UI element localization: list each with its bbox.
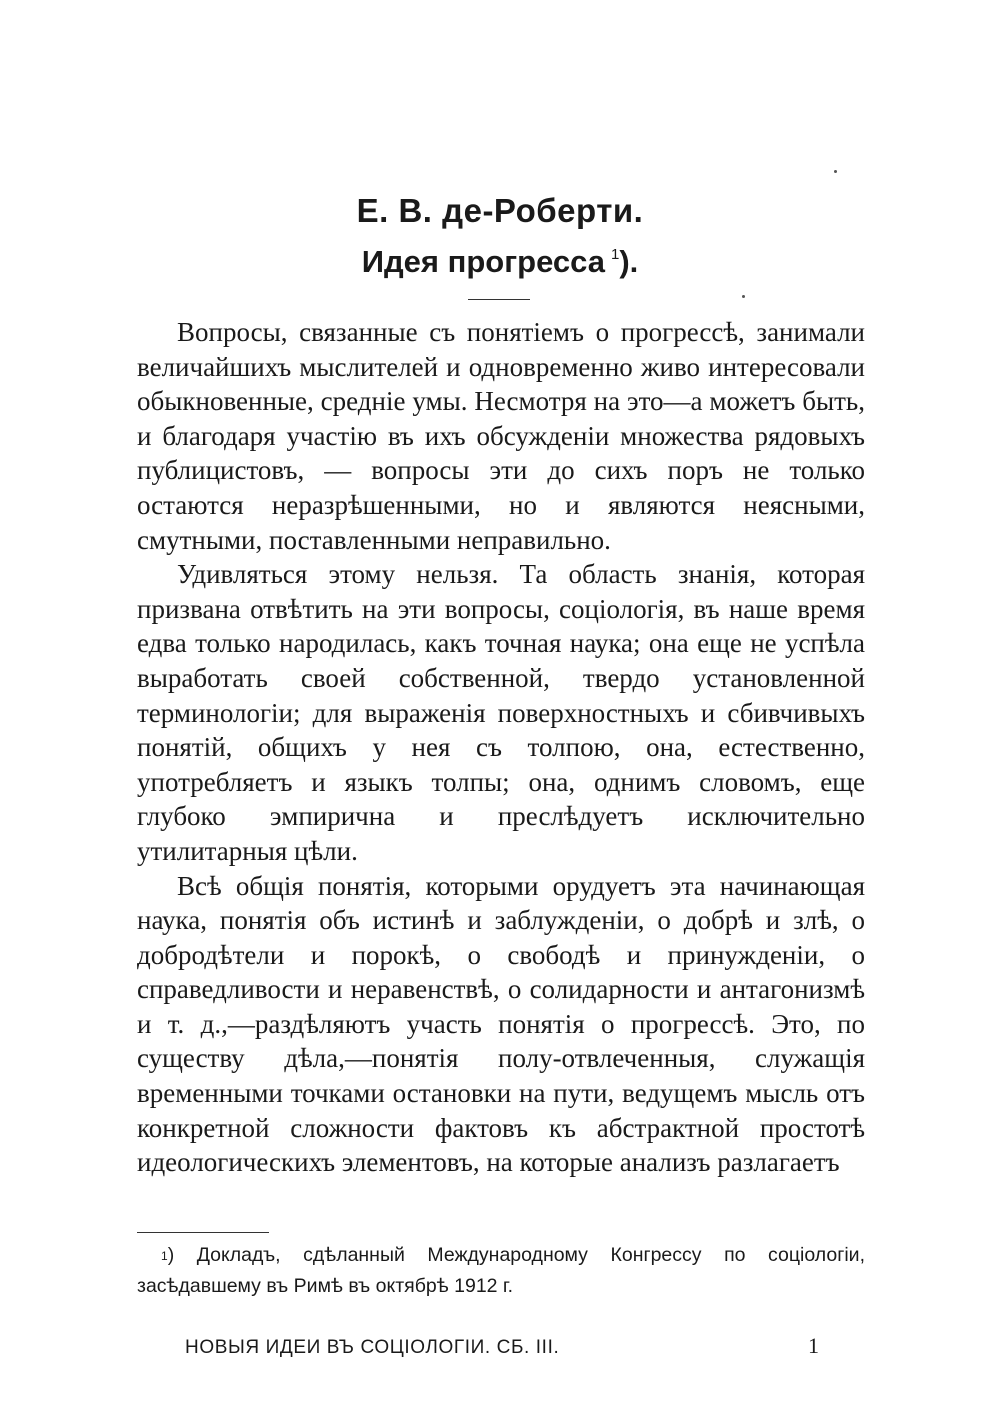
- print-speck: [834, 170, 837, 173]
- body-text: [137, 315, 865, 1180]
- running-footer: НОВЫЯ ИДЕИ ВЪ СОЦІОЛОГІИ. СБ. III.: [185, 1337, 560, 1358]
- author-heading: Е. В. де-Роберти.: [356, 192, 644, 229]
- paragraph-2: Удивляться этому нельзя. Та область знанія, которая призвана отвѣтить на эти вопросы, соціологія, въ наше время едва только народилась, какъ точная наука; она еще не успѣла выработать своей собственной, твердо установленной терминологіи; для выраженія поверхностныхъ и сбивчивыхъ понятій, общихъ у нея съ толпою, она, естественно, употребляетъ и языкъ толпы; она, однимъ словомъ, еще глубоко эмпирична и преслѣдуетъ исключительно утилитарныя цѣли.: [137, 559, 865, 866]
- footnote-divider: [137, 1232, 269, 1233]
- title-text: Идея прогресса: [361, 244, 605, 279]
- title-close: ).: [619, 244, 639, 279]
- footnote-text: ) Докладъ, сдѣланный Международному Конгрессу по соціологіи, засѣдавшему въ Римѣ въ октябрѣ 1912 г.: [137, 1244, 865, 1297]
- footnote: [137, 1240, 865, 1302]
- footnote-mark: 1: [161, 1249, 168, 1263]
- title-divider: [468, 299, 530, 300]
- paragraph-1: Вопросы, связанные съ понятіемъ о прогрессѣ, занимали величайшихъ мыслителей и одновременно живо интересовали обыкновенные, средніе умы. Несмотря на это—а можетъ быть, и благодаря участію въ ихъ обсужденіи множества рядовыхъ публицистовъ, — вопросы эти до сихъ поръ не только остаются неразрѣшенными, но и являются неясными, смутными, поставленными неправильно.: [137, 317, 865, 555]
- article-title: [0, 244, 1000, 280]
- paragraph-3: Всѣ общія понятія, которыми орудуетъ эта начинающая наука, понятія объ истинѣ и заблужденіи, о добрѣ и злѣ, о добродѣтели и порокѣ, о свободѣ и принужденіи, о справедливости и неравенствѣ, о солидарности и антагонизмѣ и т. д.,—раздѣляютъ участь понятія о прогрессѣ. Это, по существу дѣла,—понятія полу-отвлеченныя, служащія временными точками остановки на пути, ведущемъ мысль отъ конкретной сложности фактовъ къ абстрактной простотѣ идеологическихъ элементовъ, на которые анализъ разлагаетъ: [137, 870, 865, 1178]
- title-footnote-mark: 1: [611, 246, 620, 263]
- page-number: 1: [808, 1333, 819, 1358]
- print-speck: [742, 295, 745, 298]
